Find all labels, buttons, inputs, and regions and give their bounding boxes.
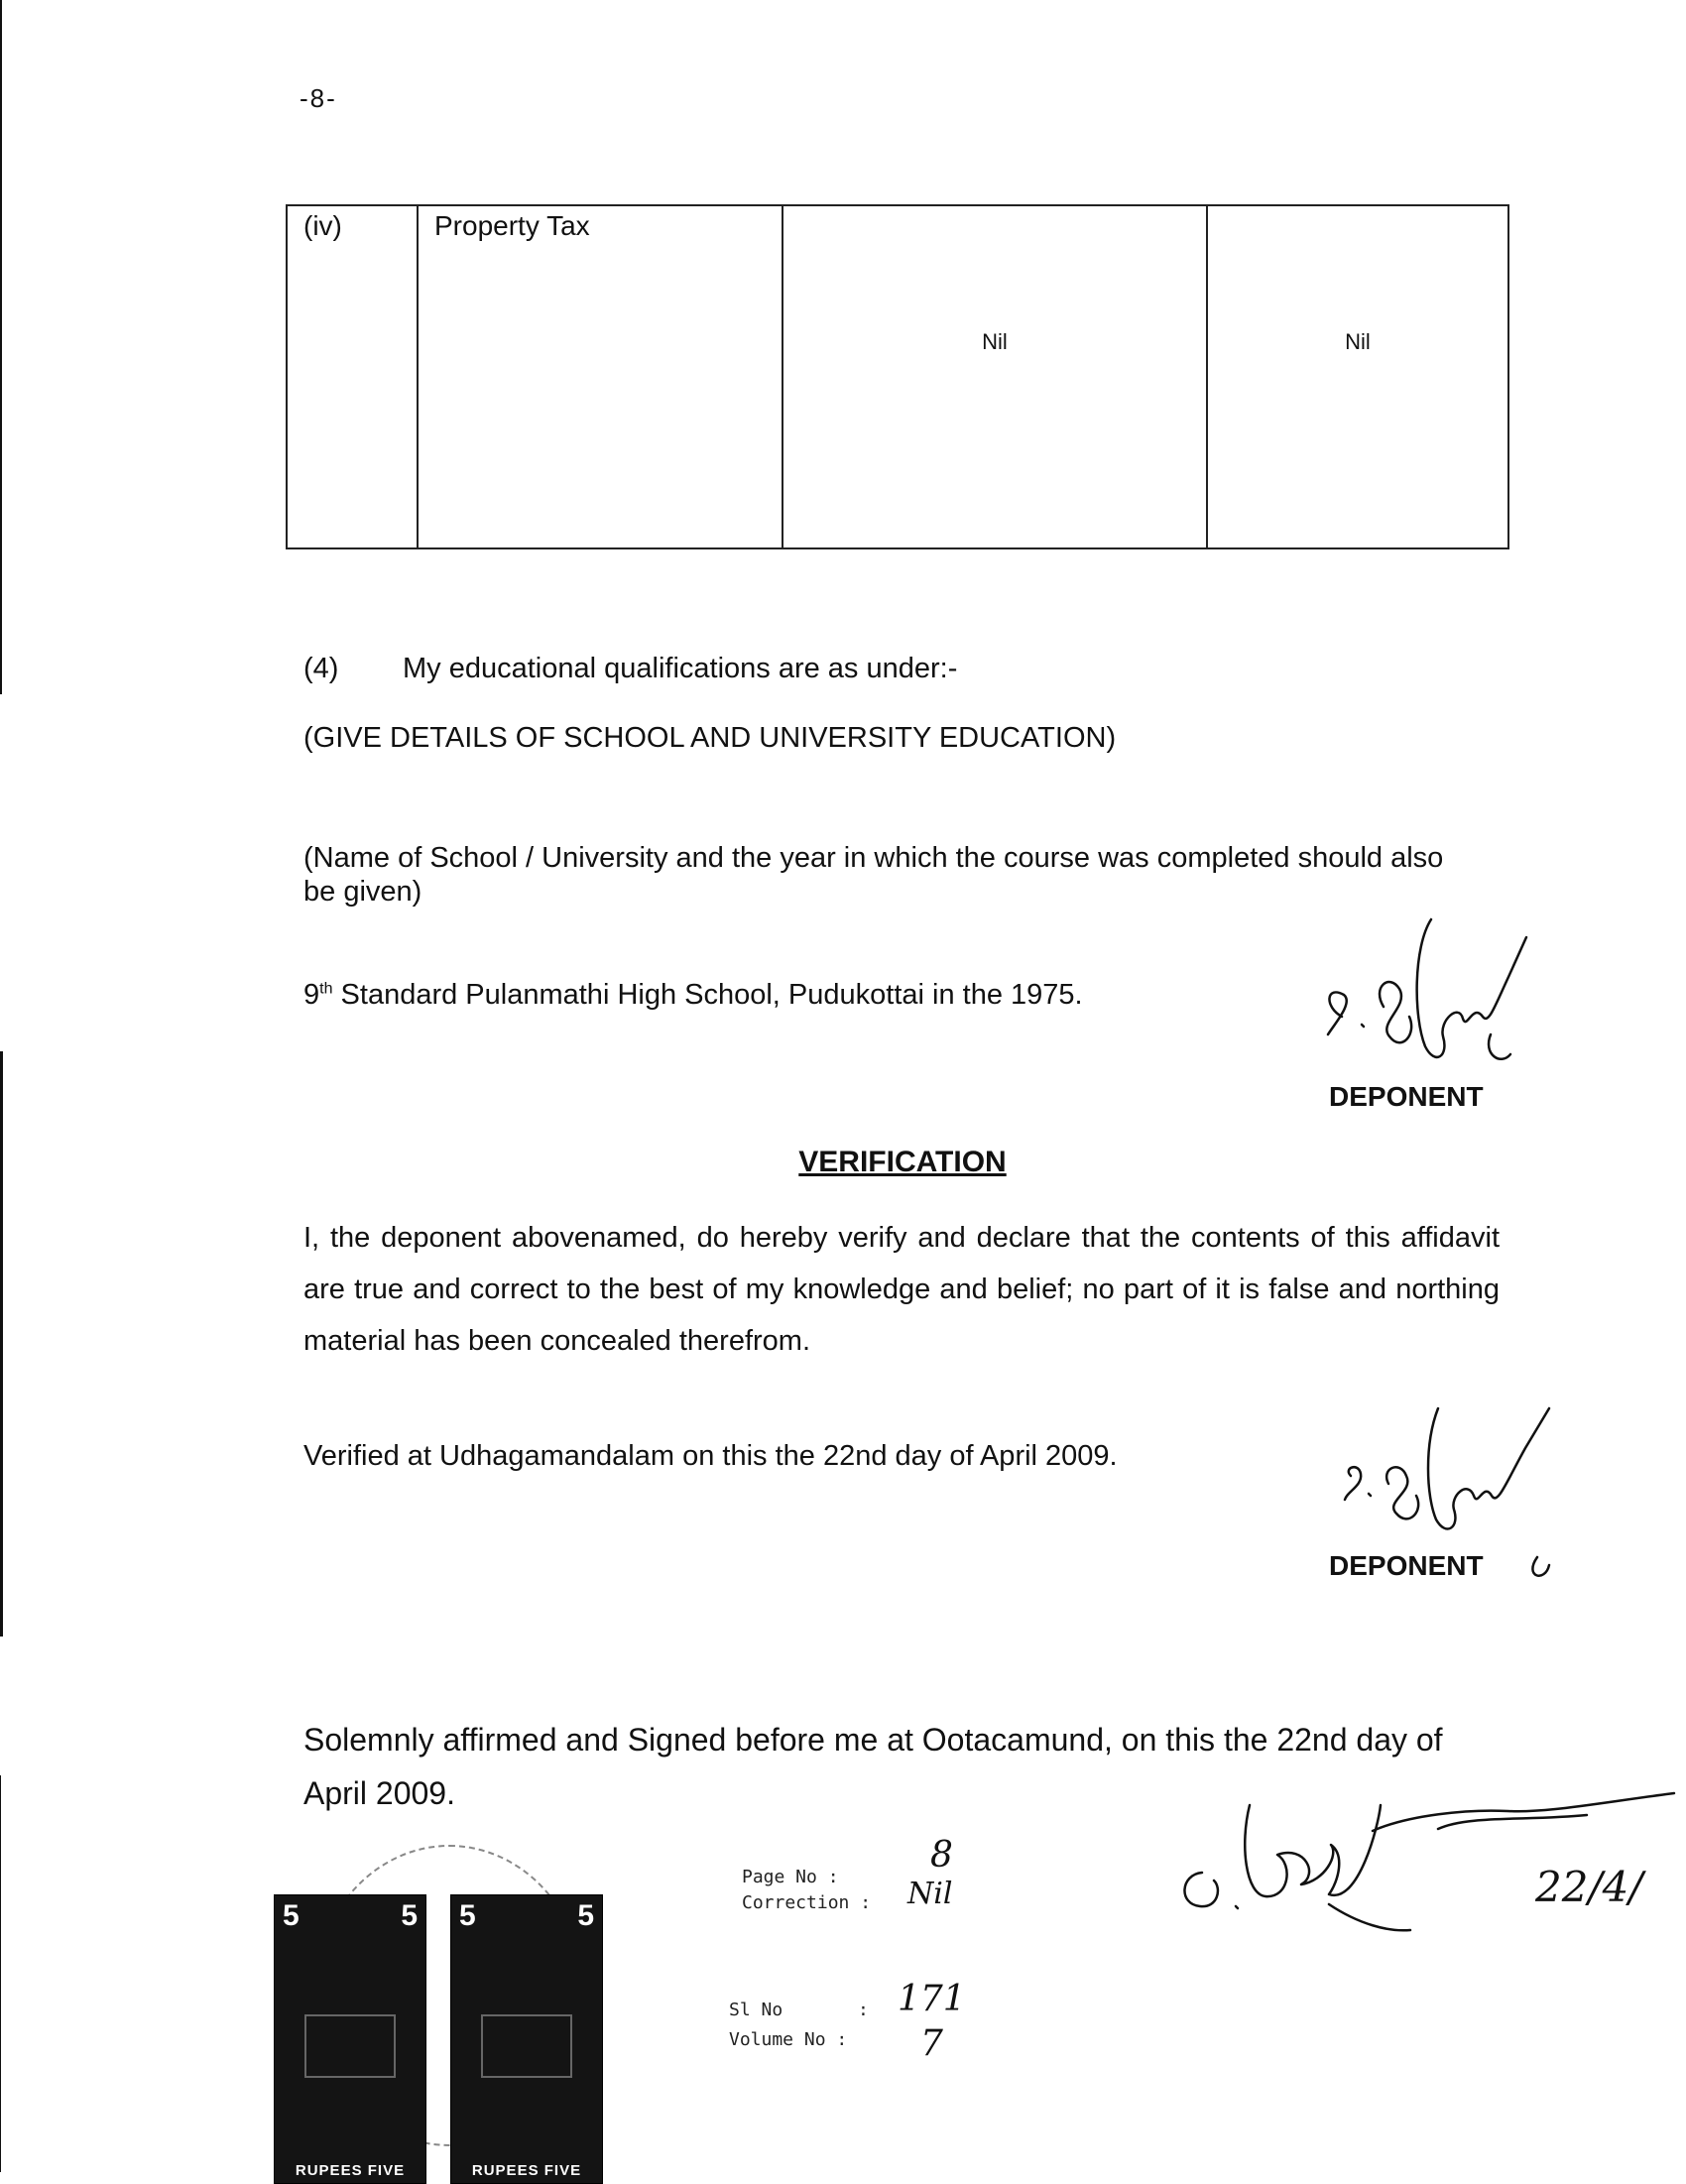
stamp-denomination: 5 — [577, 1899, 594, 1932]
stamp-denomination: 5 — [401, 1899, 418, 1932]
affirmation-line-1: Solemnly affirmed and Signed before me at Ootacamund, on this the 22nd day of — [303, 1722, 1443, 1758]
stamp-footer: RUPEES FIVE — [295, 2162, 406, 2179]
affirmation-line-2: April 2009. — [303, 1775, 455, 1811]
education-detail — [303, 977, 1083, 1013]
value-cell-2: Nil — [1207, 205, 1508, 548]
court-fee-stamps — [274, 1845, 621, 2182]
table-row — [287, 205, 1508, 548]
stamp-denomination: 5 — [459, 1899, 476, 1932]
deponent-label-2: DEPONENT — [1329, 1550, 1484, 1581]
education-instruction: (GIVE DETAILS OF SCHOOL AND UNIVERSITY EDUCATION) — [303, 722, 1117, 754]
volume-no-row: Volume No : — [729, 2029, 848, 2050]
detail-superscript: th — [319, 980, 333, 998]
sl-no-label: Sl No — [729, 2000, 783, 2020]
stamp-denomination: 5 — [283, 1899, 300, 1932]
deponent-label-1: DEPONENT — [1329, 1081, 1484, 1112]
detail-text: Standard Pulanmathi High School, Pudukottai in the 1975. — [332, 979, 1083, 1011]
page-no-value: 8 — [930, 1835, 953, 1876]
verification-body: I, the deponent abovenamed, do hereby verify and declare that the contents of this affidavit are true and correct to the best of my knowledge and belief; no part of it is false and northing material has been concealed therefrom. — [303, 1222, 1500, 1357]
education-heading: My educational qualifications are as under:- — [403, 653, 958, 684]
sl-no-value: 171 — [898, 1979, 966, 2019]
page-no-row: Page No : — [742, 1867, 839, 1887]
notary-signature — [1170, 1785, 1676, 1934]
stamp-right — [450, 1894, 603, 2184]
serial-cell: (iv) — [287, 205, 418, 548]
correction-label: Correction — [742, 1892, 850, 1913]
property-tax-table — [286, 204, 1509, 549]
notary-date: 22/4/ — [1535, 1863, 1643, 1911]
stamp-emblem — [481, 2014, 572, 2078]
scan-edge-bottom — [0, 1775, 1, 2172]
sl-no-row: Sl No : — [729, 2000, 869, 2020]
notary-seal-text — [1215, 1949, 1641, 1975]
stamp-footer: RUPEES FIVE — [471, 2162, 582, 2179]
stamp-emblem — [304, 2014, 396, 2078]
correction-value: Nil — [907, 1877, 953, 1911]
register-page-block — [742, 1865, 871, 1916]
value-cell-1: Nil — [783, 205, 1207, 548]
volume-no-value: 7 — [920, 2023, 943, 2064]
scan-edge-mid — [0, 1051, 3, 1637]
verification-title: VERIFICATION — [798, 1146, 1007, 1178]
register-serial-block — [729, 1996, 869, 2055]
volume-no-label: Volume No — [729, 2029, 826, 2050]
scan-edge-top — [0, 0, 2, 694]
verified-at-line: Verified at Udhagamandalam on this the 22nd day of April 2009. — [303, 1440, 1118, 1472]
deponent-signature-1 — [1314, 908, 1542, 1086]
page-number: -8- — [300, 83, 337, 113]
correction-row: Correction : — [742, 1892, 872, 1913]
stamp-left — [274, 1894, 426, 2184]
page-no-label: Page No — [742, 1867, 817, 1887]
section-number: (4) — [303, 653, 339, 684]
education-note: (Name of School / University and the year in which the course was completed should also be given) — [303, 842, 1444, 908]
detail-number: 9 — [303, 979, 320, 1011]
item-cell: Property Tax — [418, 205, 783, 548]
